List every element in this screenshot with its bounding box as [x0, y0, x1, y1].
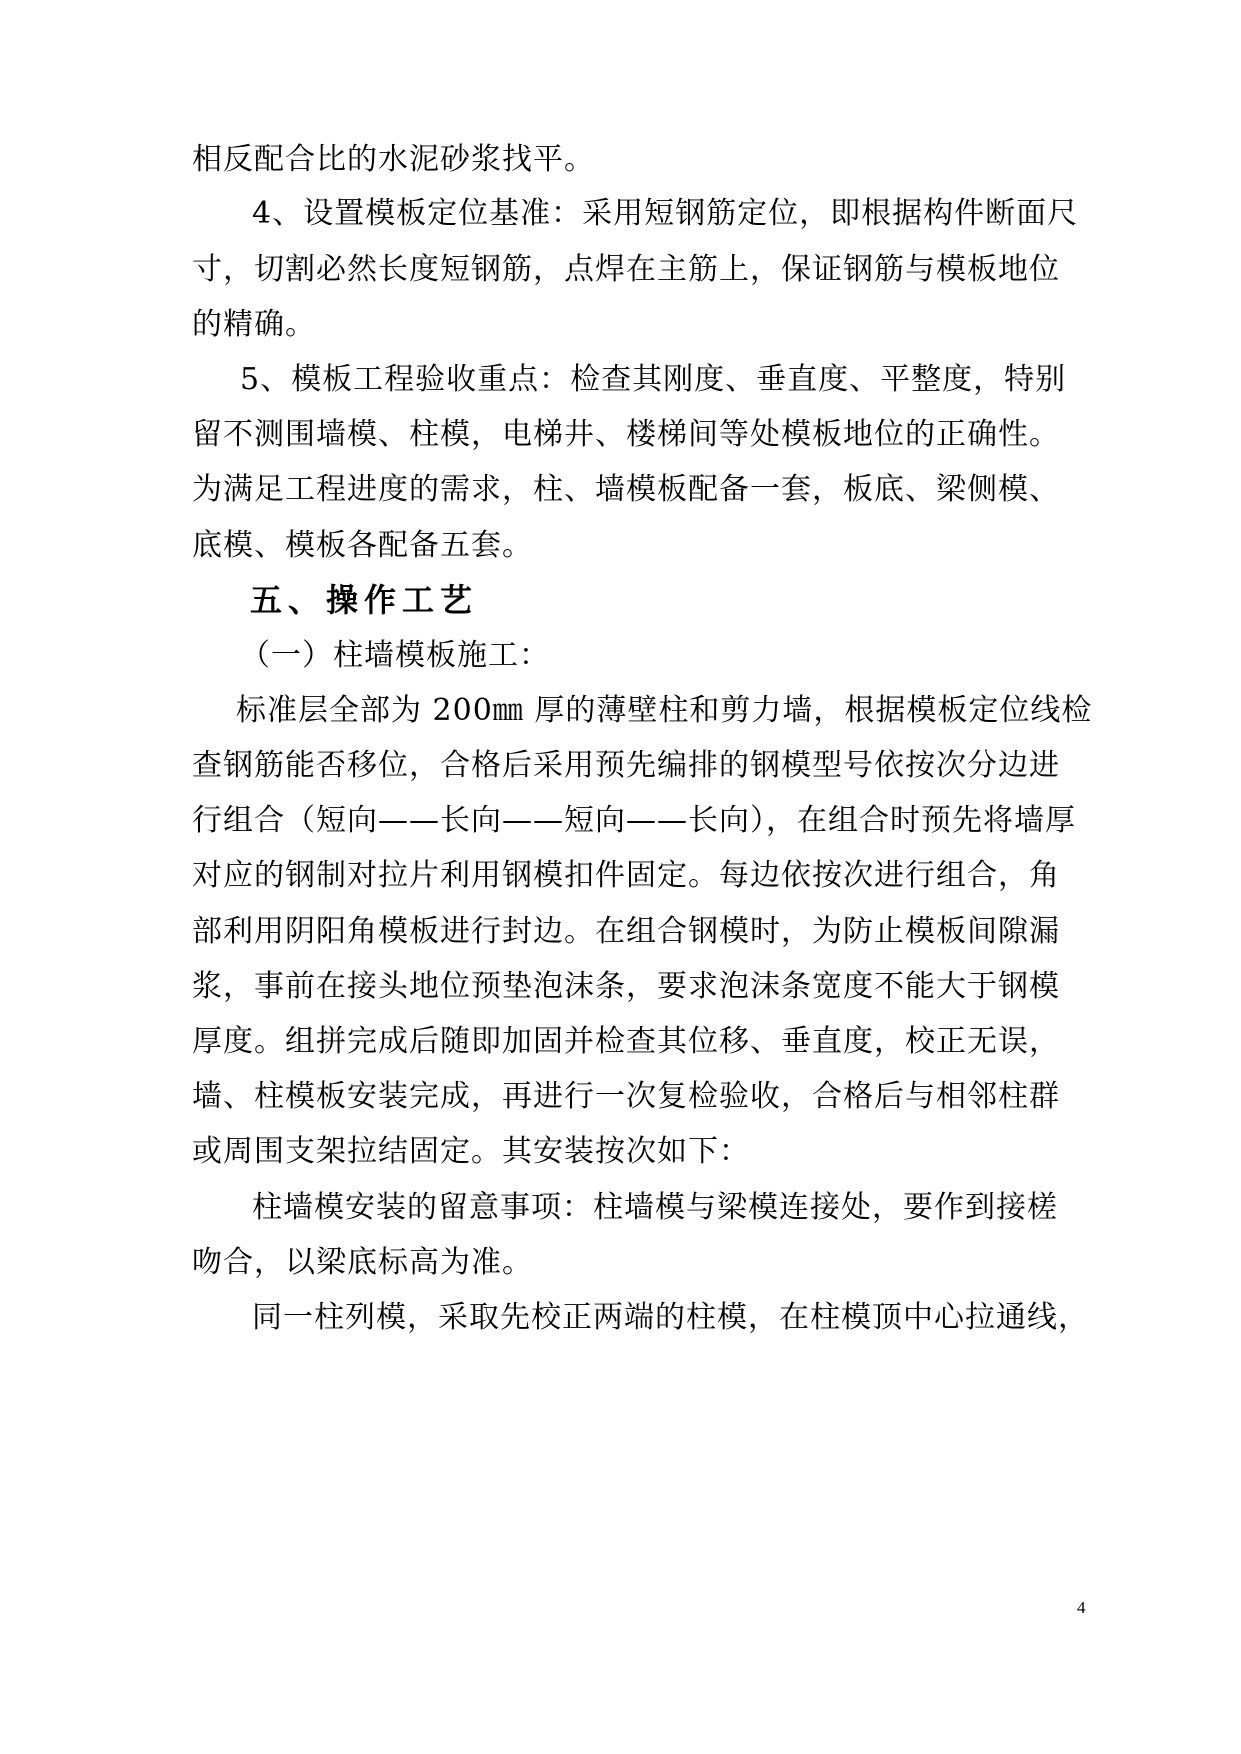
text-line-7: 为满足工程进度的需求，柱、墙模板配备一套，板底、梁侧模、: [192, 472, 1060, 507]
text-line-19: 或周围支架拉结固定。其安装按次如下：: [192, 1134, 750, 1169]
text-line-6: 留不测围墙模、柱模，电梯井、楼梯间等处模板地位的正确性。: [192, 417, 1060, 452]
text-line-1: 相反配合比的水泥砂浆找平。: [192, 142, 595, 177]
text-line-11: 标准层全部为 200㎜ 厚的薄壁柱和剪力墙，根据模板定位线检: [236, 693, 1093, 728]
text-line-14: 对应的钢制对拉片利用钢模扣件固定。每边依按次进行组合，角: [192, 858, 1060, 893]
text-line-18: 墙、柱模板安装完成，再进行一次复检验收，合格后与相邻柱群: [192, 1079, 1060, 1114]
text-line-17: 厚度。组拼完成后随即加固并检查其位移、垂直度，校正无误，: [192, 1024, 1060, 1059]
text-line-8: 底模、模板各配备五套。: [192, 528, 533, 563]
text-line-12: 查钢筋能否移位，合格后采用预先编排的钢模型号依按次分边进: [192, 748, 1060, 783]
text-line-5: 5、模板工程验收重点：检查其刚度、垂直度、平整度，特别: [240, 362, 1067, 397]
text-line-2: 4、设置模板定位基准：采用短钢筋定位，即根据构件断面尺: [252, 196, 1079, 231]
text-line-15: 部利用阴阳角模板进行封边。在组合钢模时，为防止模板间隙漏: [192, 914, 1060, 949]
text-line-16: 浆，事前在接头地位预垫泡沫条，要求泡沫条宽度不能大于钢模: [192, 969, 1060, 1004]
text-line-21: 吻合，以梁底标高为准。: [192, 1245, 533, 1280]
section-heading: 五、操作工艺: [250, 581, 479, 619]
text-line-22: 同一柱列模，采取先校正两端的柱模，在柱模顶中心拉通线，: [252, 1300, 1089, 1335]
text-line-13: 行组合（短向——长向——短向——长向），在组合时预先将墙厚: [192, 803, 1076, 838]
subsection-heading: （一）柱墙模板施工：: [240, 638, 550, 673]
text-line-4: 的精确。: [192, 307, 316, 342]
text-line-20: 柱墙模安装的留意事项：柱墙模与梁模连接处，要作到接槎: [252, 1190, 1058, 1225]
text-line-3: 寸，切割必然长度短钢筋，点焊在主筋上，保证钢筋与模板地位: [192, 252, 1060, 287]
page-number: 4: [1077, 1598, 1086, 1617]
